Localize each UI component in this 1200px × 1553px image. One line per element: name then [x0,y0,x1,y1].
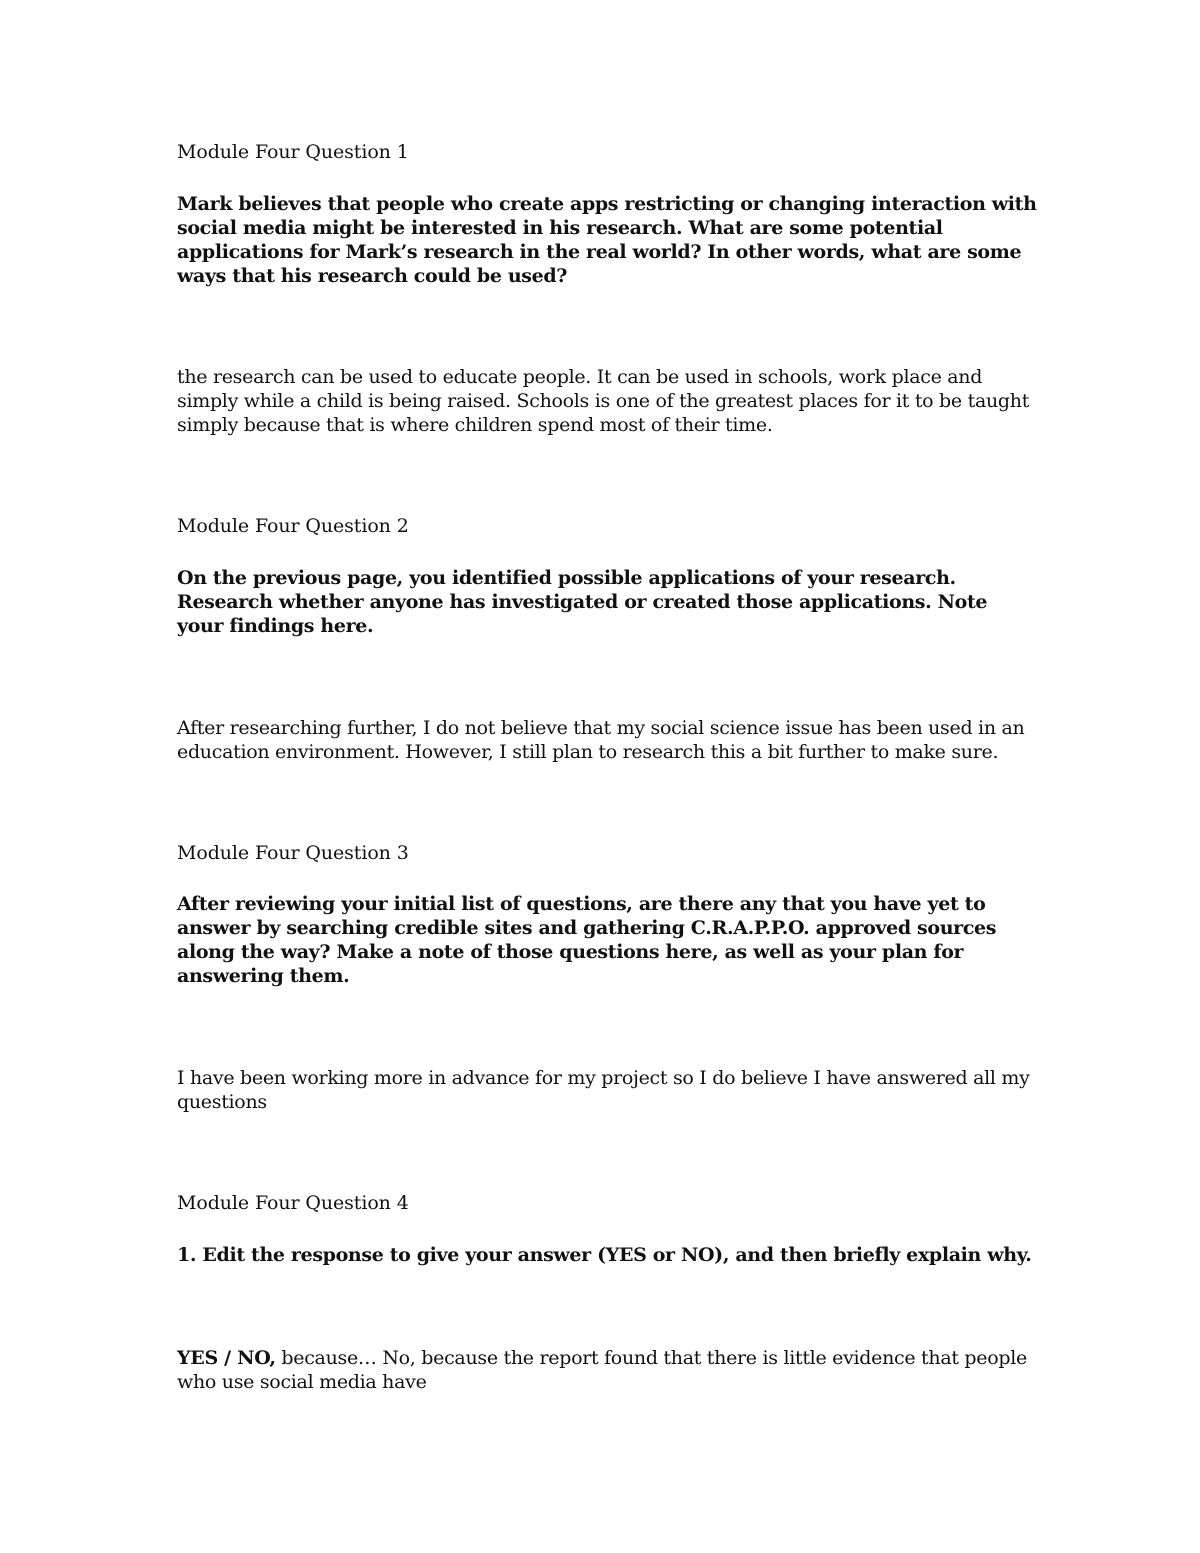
section-2-answer: After researching further, I do not believe that my social science issue has been used in an education environment. However, I still plan to research this a bit further to make sure. [177,717,1025,763]
section-4-question: 1. Edit the response to give your answer (YES or NO), and then briefly explain why. [177,1244,1032,1266]
section-2-question: On the previous page, you identified possible applications of your research. Research whether anyone has investigated or created those applications. Note your findings here. [177,567,988,637]
section-4-heading: Module Four Question 4 [177,1192,409,1214]
section-1-heading: Module Four Question 1 [177,141,409,163]
section-1-question: Mark believes that people who create apps restricting or changing interaction with social media might be interested in his research. What are some potential applications for Mark’s research in the real world? In other words, what are some ways that his research could be used? [177,193,1037,287]
section-4-answer [177,1346,1037,1394]
section-2-heading: Module Four Question 2 [177,515,409,537]
yes-no-prefix: YES / NO, [177,1347,276,1369]
section-3-question: After reviewing your initial list of questions, are there any that you have yet to answer by searching credible sites and gathering C.R.A.P.P.O. approved sources along the way? Make a note of those questions here, as well as your plan for answering them. [177,893,997,987]
section-1-answer: the research can be used to educate people. It can be used in schools, work place and simply while a child is being raised. Schools is one of the greatest places for it to be taught simply because that is where children spend most of their time. [177,366,1030,436]
section-3-heading: Module Four Question 3 [177,842,409,864]
section-4-answer-text: because… No, because the report found that there is little evidence that people who use social media have [177,1347,1027,1393]
section-3-answer: I have been working more in advance for my project so I do believe I have answered all my questions [177,1067,1030,1113]
